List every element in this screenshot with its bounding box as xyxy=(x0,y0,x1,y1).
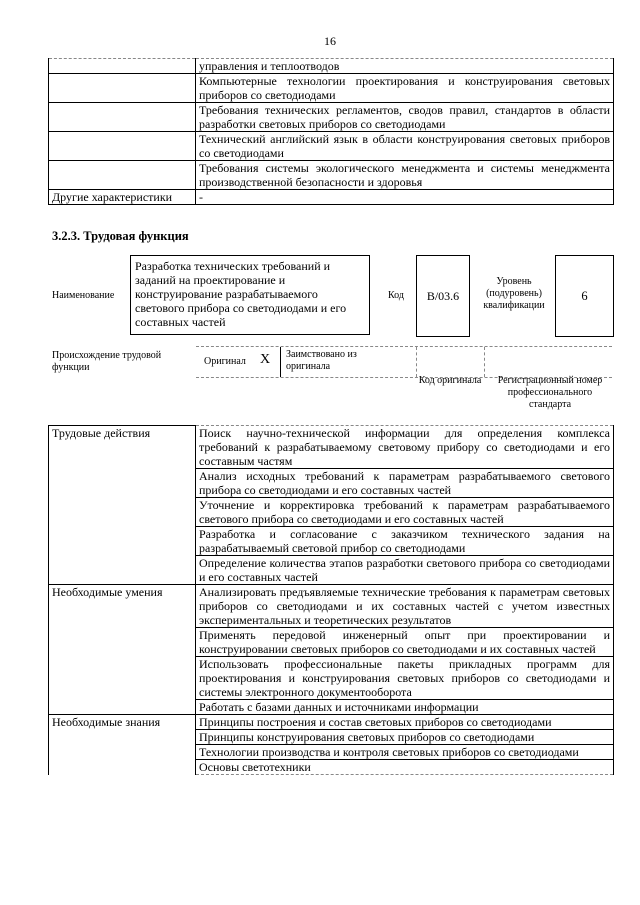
list-item: Основы светотехники xyxy=(196,760,614,775)
list-item: Уточнение и корректировка требований к параметрам разрабатываемого светового прибора со светодиодами и его составных частей xyxy=(196,498,614,527)
list-item: Технологии производства и контроля световых приборов со светодиодами xyxy=(196,745,614,760)
borrowed-label: Заимствовано из оригинала xyxy=(286,349,357,372)
list-item: Разработка и согласование с заказчиком технического задания на разрабатываемый световой прибор со светодиодами xyxy=(196,527,614,556)
code-label: Код xyxy=(388,290,404,301)
list-item: Поиск научно-технической информации для определения комплекса требований к разрабатываемому световому прибору со светодиодами и его составным частям xyxy=(196,426,614,469)
other-characteristics-value: - xyxy=(196,190,614,205)
page-number: 16 xyxy=(324,34,336,48)
list-item: Применять передовой инженерный опыт при проектировании и конструировании световых приборов со светодиодами и их составных частей xyxy=(196,628,614,657)
name-label: Наименование xyxy=(52,290,115,301)
table-row xyxy=(49,715,614,730)
list-item: Анализировать предъявляемые технические требования к параметрам световых приборов со светодиодами и их составных частей с учетом известных экспериментальных и теоретических результатов xyxy=(196,585,614,628)
list-item: Принципы конструирования световых приборов со светодиодами xyxy=(196,730,614,745)
row-text: Технический английский язык в области конструирования световых приборов со светодиодами xyxy=(196,132,614,161)
function-name: Разработка технических требований и заданий на проектирование и конструирование разрабатываемого светового прибора со светодиодами и его составных частей xyxy=(135,259,347,329)
row-label xyxy=(49,74,196,103)
divider xyxy=(484,347,485,377)
original-mark: X xyxy=(260,352,271,367)
level-value: 6 xyxy=(581,289,588,303)
group-label-knowledge: Необходимые знания xyxy=(49,715,196,775)
labor-function-table xyxy=(48,425,614,775)
divider xyxy=(280,347,281,377)
group-label-actions: Трудовые действия xyxy=(49,426,196,585)
row-label xyxy=(49,103,196,132)
list-item: Анализ исходных требований к параметрам разрабатываемого светового прибора со светодиодами и его составных частей xyxy=(196,469,614,498)
row-label xyxy=(49,132,196,161)
table-row xyxy=(49,161,614,190)
list-item: Использовать профессиональные пакеты прикладных программ для проектирования и конструирования световых приборов со светодиодами и системы электронного документооборота xyxy=(196,657,614,700)
section-title: 3.2.3. Трудовая функция xyxy=(52,229,189,243)
row-text: Требования системы экологического менеджмента и системы менеджмента производственной безопасности и здоровья xyxy=(196,161,614,190)
level-box xyxy=(555,255,614,337)
function-name-box xyxy=(130,255,370,335)
list-item: Определение количества этапов разработки светового прибора со светодиодами и его составных частей xyxy=(196,556,614,585)
table-row xyxy=(49,585,614,628)
table-row xyxy=(49,426,614,469)
other-characteristics-label: Другие характеристики xyxy=(49,190,196,205)
divider xyxy=(416,347,417,377)
origin-label: Происхождение трудовой функции xyxy=(52,350,162,373)
row-label xyxy=(49,59,196,74)
reg-number-caption: Регистрационный номер профессионального стандарта xyxy=(497,375,603,410)
code-box xyxy=(416,255,470,337)
table-row xyxy=(49,59,614,74)
table-row xyxy=(49,190,614,205)
row-text: управления и теплоотводов xyxy=(196,59,614,74)
table-row xyxy=(49,132,614,161)
row-text: Требования технических регламентов, сводов правил, стандартов в области разработки световых приборов со светодиодами xyxy=(196,103,614,132)
table-row xyxy=(49,74,614,103)
row-label xyxy=(49,161,196,190)
row-text: Компьютерные технологии проектирования и конструирования световых приборов со светодиодами xyxy=(196,74,614,103)
list-item: Работать с базами данных и источниками информации xyxy=(196,700,614,715)
code-original-caption: Код оригинала xyxy=(418,375,482,386)
level-label: Уровень (подуровень) квалификации xyxy=(483,276,545,311)
table-row xyxy=(49,103,614,132)
code-value: B/03.6 xyxy=(426,289,460,303)
continued-characteristics-table xyxy=(48,58,614,205)
origin-row xyxy=(196,346,612,378)
original-label: Оригинал xyxy=(204,356,246,367)
group-label-skills: Необходимые умения xyxy=(49,585,196,715)
list-item: Принципы построения и состав световых приборов со светодиодами xyxy=(196,715,614,730)
